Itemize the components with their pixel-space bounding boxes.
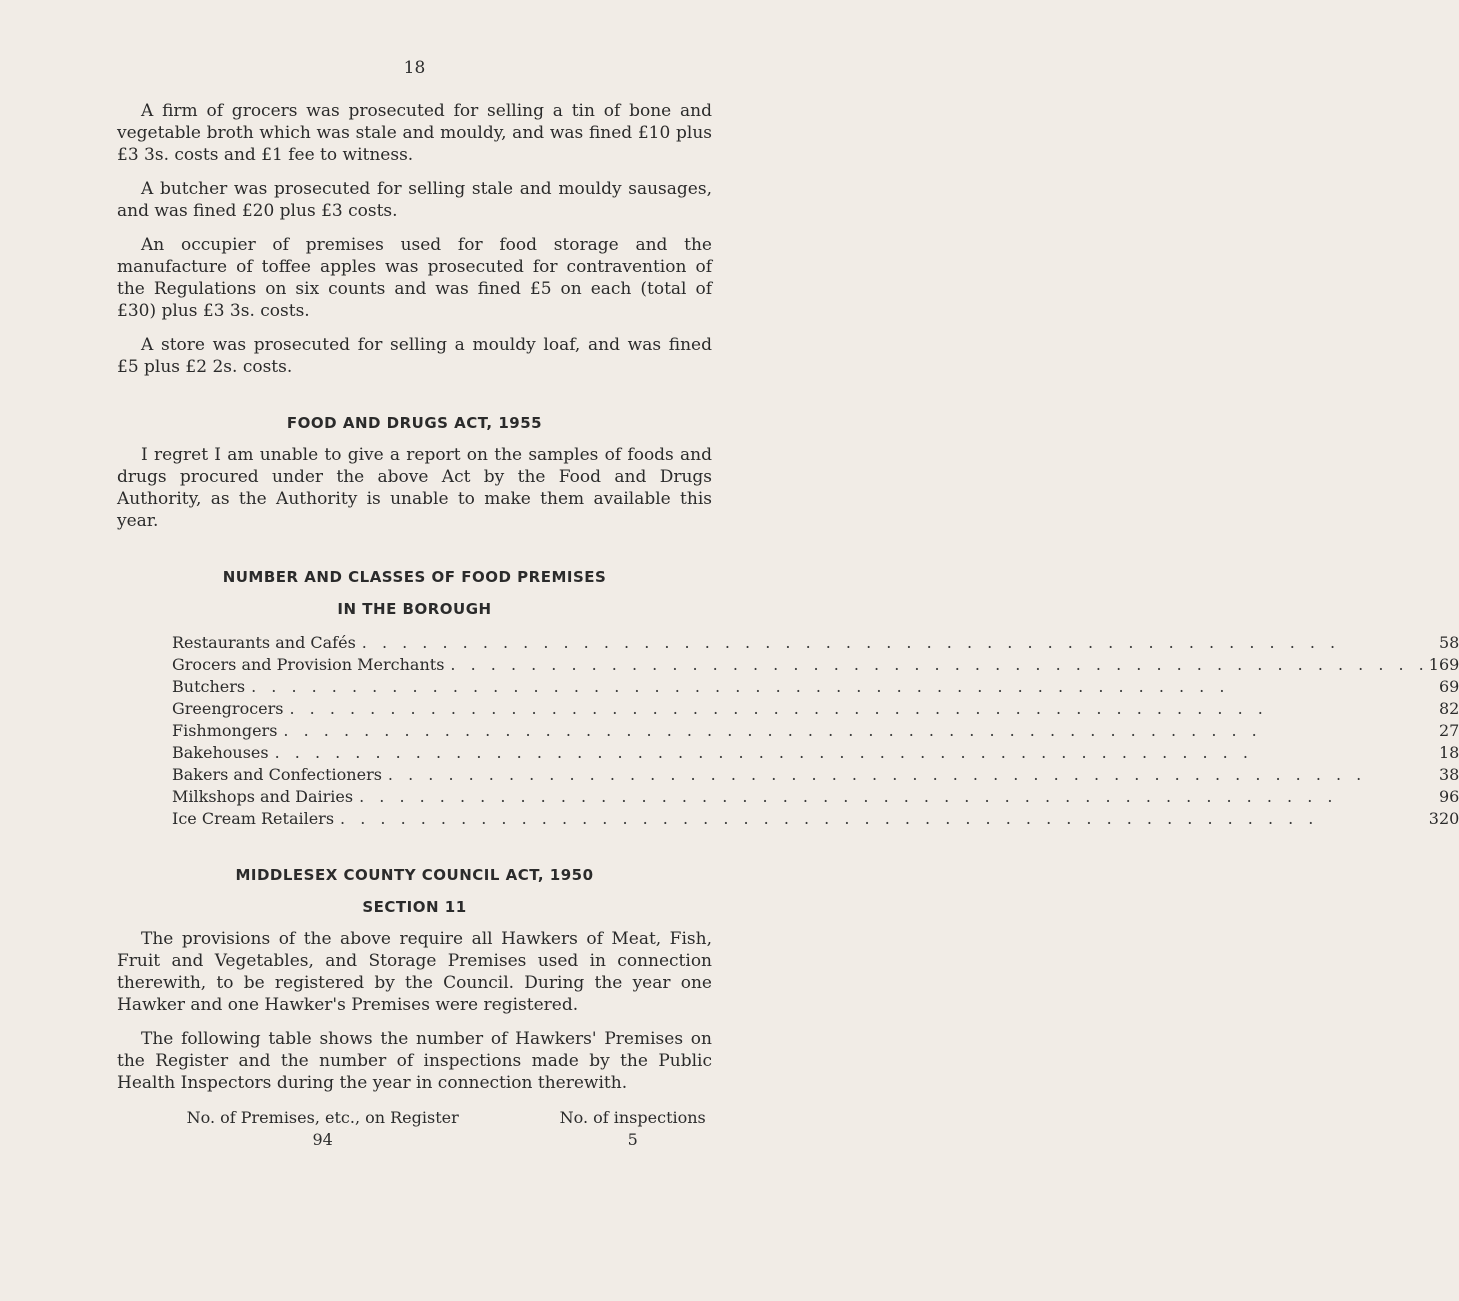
premises-count: 320 (1428, 809, 1459, 828)
premises-count: 82 (1438, 699, 1459, 718)
premises-class-name: Greengrocers (172, 699, 284, 718)
table-row (172, 696, 1459, 718)
premises-class-name: Restaurants and Cafés (172, 633, 356, 652)
premises-count: 96 (1438, 787, 1459, 806)
table-row (172, 718, 1459, 740)
middlesex-provisions-text: The provisions of the above require all Hawkers of Meat, Fish, Fruit and Vegetables, and Storage Premises used in connection therewith, to be registered by the Council. During the year one Hawker and one Hawker's Premises were registered. (117, 929, 712, 1015)
paragraph-butcher-prosecution: A butcher was prosecuted for selling stale and mouldy sausages, and was fined £20 plus £3 costs. (117, 179, 712, 221)
paragraph-store-prosecution: A store was prosecuted for selling a mouldy loaf, and was fined £5 plus £2 2s. costs. (117, 335, 712, 377)
food-premises-table (172, 630, 1459, 828)
food-drugs-heading: FOOD AND DRUGS ACT, 1955 (286, 414, 543, 432)
food-drugs-text: I regret I am unable to give a report on the samples of foods and drugs procured under the above Act by the Food and Drugs Authority, as the Authority is unable to make them available this year. (117, 445, 712, 531)
register-count-value: 94 (312, 1129, 333, 1149)
premises-class-name: Bakers and Confectioners (172, 765, 382, 784)
paragraph-grocers-prosecution: A firm of grocers was prosecuted for selling a tin of bone and vegetable broth which was stale and mouldy, and was fined £10 plus £3 3s. costs and £1 fee to witness. (117, 101, 712, 165)
table-header-row (121, 1106, 741, 1128)
paragraph-toffee-apples-prosecution: An occupier of premises used for food storage and the manufacture of toffee apples was prosecuted for contravention of the Regulations on six counts and was fined £5 on each (total of £30) plus £3 3s. costs. (117, 235, 712, 321)
document-page (117, 58, 1459, 1150)
premises-class-name: Grocers and Provision Merchants (172, 655, 445, 674)
premises-class-name: Bakehouses (172, 743, 269, 762)
table-row (172, 630, 1459, 652)
page-number: 18 (403, 58, 426, 78)
table-row (172, 740, 1459, 762)
inspections-count-value: 5 (627, 1129, 638, 1149)
premises-count: 38 (1438, 765, 1459, 784)
premises-count: 18 (1438, 743, 1459, 762)
premises-class-name: Butchers (172, 677, 246, 696)
register-column-header: No. of Premises, etc., on Register (186, 1107, 459, 1127)
inspections-column-header: No. of inspections (559, 1107, 706, 1127)
premises-count: 169 (1428, 655, 1459, 674)
premises-class-name: Ice Cream Retailers (172, 809, 335, 828)
middlesex-heading-line2: SECTION 11 (362, 898, 467, 916)
table-row (172, 762, 1459, 784)
middlesex-heading-line1: MIDDLESEX COUNTY COUNCIL ACT, 1950 (235, 866, 594, 884)
premises-heading-line2: IN THE BOROUGH (337, 600, 492, 618)
premises-count: 58 (1438, 633, 1459, 652)
premises-class-name: Fishmongers (172, 721, 278, 740)
premises-heading-line1: NUMBER AND CLASSES OF FOOD PREMISES (222, 568, 607, 586)
premises-count: 69 (1438, 677, 1459, 696)
table-row (121, 1128, 741, 1150)
table-row (172, 652, 1459, 674)
premises-class-name: Milkshops and Dairies (172, 787, 354, 806)
middlesex-table-intro-text: The following table shows the number of Hawkers' Premises on the Register and the number of inspections made by the Public Health Inspectors during the year in connection therewith. (117, 1029, 712, 1093)
premises-count: 27 (1438, 721, 1459, 740)
hawkers-premises-table (121, 1106, 741, 1150)
table-row (172, 784, 1459, 806)
table-row (172, 674, 1459, 696)
table-row (172, 806, 1459, 828)
